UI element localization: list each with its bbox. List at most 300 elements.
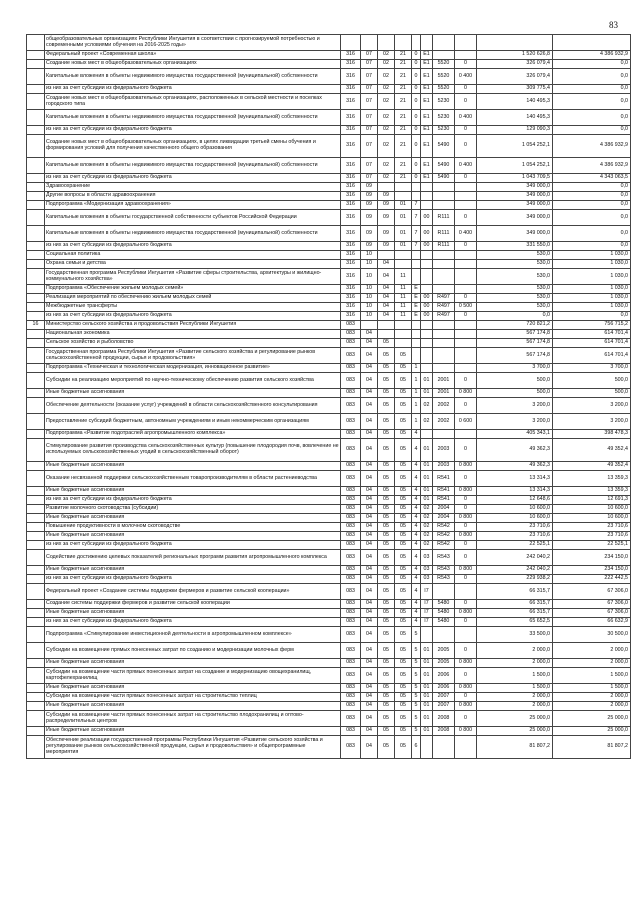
cell-name: Сельское хозяйство и рыболовство (45, 339, 341, 348)
table-row (27, 35, 631, 51)
cell-no (27, 269, 45, 285)
cell-vr: 0 400 (455, 69, 477, 85)
cell-r: 04 (361, 702, 378, 711)
cell-name: из них за счет субсидии из федерального бюджета (45, 496, 341, 505)
cell-vr: 0 800 (455, 659, 477, 668)
table-row (27, 321, 631, 330)
cell-p1: 11 (395, 285, 412, 294)
cell-b: 614 701,4 (553, 330, 631, 339)
cell-name: Иные бюджетные ассигнования (45, 389, 341, 398)
cell-p2: 4 (412, 550, 421, 566)
cell-r: 04 (361, 575, 378, 584)
cell-g: 083 (341, 550, 361, 566)
cell-s (378, 321, 395, 330)
cell-vr: 0 (455, 439, 477, 462)
cell-g: 083 (341, 430, 361, 439)
cell-vr (455, 183, 477, 192)
cell-p4: R543 (433, 550, 455, 566)
cell-p2: 5 (412, 727, 421, 736)
cell-p2: E (412, 285, 421, 294)
cell-p3: 00 (421, 294, 433, 303)
cell-a: 25 000,0 (477, 727, 553, 736)
cell-p4: 5520 (433, 69, 455, 85)
cell-r: 04 (361, 727, 378, 736)
cell-name: Государственная программа Республики Ингушетия «Развитие сферы строительства, архитектуры и жилищно-коммунального хозяйства» (45, 269, 341, 285)
cell-r: 07 (361, 51, 378, 60)
cell-vr: 0 (455, 85, 477, 94)
table-row (27, 684, 631, 693)
cell-p3: 02 (421, 505, 433, 514)
cell-g: 083 (341, 609, 361, 618)
cell-p1: 05 (395, 541, 412, 550)
cell-p4: 2007 (433, 702, 455, 711)
cell-vr: 0 (455, 693, 477, 702)
cell-b: 4 386 932,9 (553, 135, 631, 158)
cell-g: 083 (341, 541, 361, 550)
cell-p3 (421, 260, 433, 269)
cell-name: Иные бюджетные ассигнования (45, 566, 341, 575)
cell-no (27, 462, 45, 471)
cell-r: 04 (361, 389, 378, 398)
cell-p4: 5490 (433, 135, 455, 158)
table-row (27, 414, 631, 430)
cell-b: 0,0 (553, 192, 631, 201)
cell-p4: 2001 (433, 389, 455, 398)
cell-p4 (433, 285, 455, 294)
cell-r: 04 (361, 414, 378, 430)
cell-s: 02 (378, 51, 395, 60)
cell-s: 02 (378, 85, 395, 94)
cell-p4: 2002 (433, 398, 455, 414)
cell-a: 530,0 (477, 260, 553, 269)
cell-vr: 0 (455, 373, 477, 389)
cell-p1: 05 (395, 575, 412, 584)
cell-g: 316 (341, 183, 361, 192)
cell-name: Обеспечение реализации государственной программы Республики Ингушетия «Развитие сельского хозяйства и регулирование рынков сельскохозяйственной продукции, сырья и продовольствия» и общепрограммные мероприятия (45, 736, 341, 759)
cell-b: 49 352,4 (553, 462, 631, 471)
cell-s: 05 (378, 389, 395, 398)
cell-a: 66 315,7 (477, 609, 553, 618)
cell-p3: 01 (421, 389, 433, 398)
cell-s: 05 (378, 471, 395, 487)
cell-p4 (433, 348, 455, 364)
table-row (27, 541, 631, 550)
cell-p2: 4 (412, 523, 421, 532)
cell-g: 316 (341, 294, 361, 303)
cell-p3: 01 (421, 727, 433, 736)
cell-no (27, 532, 45, 541)
cell-s: 02 (378, 110, 395, 126)
cell-vr: 0 (455, 60, 477, 69)
table-row (27, 668, 631, 684)
cell-r: 07 (361, 60, 378, 69)
cell-g: 083 (341, 514, 361, 523)
cell-b: 1 030,0 (553, 294, 631, 303)
cell-vr: 0 800 (455, 609, 477, 618)
cell-name: Охрана семьи и детства (45, 260, 341, 269)
table-row (27, 135, 631, 158)
cell-name: Подпрограмма «Техническая и технологическая модернизация, инновационное развитие» (45, 364, 341, 373)
cell-g: 316 (341, 260, 361, 269)
cell-b: 67 306,0 (553, 609, 631, 618)
cell-p3 (421, 269, 433, 285)
cell-g: 083 (341, 462, 361, 471)
cell-b: 3 200,0 (553, 398, 631, 414)
cell-vr: 0 400 (455, 226, 477, 242)
cell-p1: 05 (395, 414, 412, 430)
cell-vr: 0 800 (455, 389, 477, 398)
cell-b: 2 000,0 (553, 702, 631, 711)
cell-no (27, 541, 45, 550)
table-row (27, 487, 631, 496)
cell-b: 3 200,0 (553, 414, 631, 430)
cell-p1: 11 (395, 294, 412, 303)
cell-a: 1 054 252,1 (477, 158, 553, 174)
cell-s: 05 (378, 339, 395, 348)
table-row (27, 618, 631, 627)
table-row (27, 183, 631, 192)
cell-p3 (421, 201, 433, 210)
cell-s: 05 (378, 487, 395, 496)
cell-vr: 0 800 (455, 532, 477, 541)
cell-p1: 05 (395, 711, 412, 727)
cell-g: 083 (341, 398, 361, 414)
cell-r: 09 (361, 201, 378, 210)
cell-g: 316 (341, 60, 361, 69)
cell-b: 4 343 063,5 (553, 174, 631, 183)
cell-b: 614 701,4 (553, 339, 631, 348)
cell-g: 083 (341, 584, 361, 600)
cell-g: 316 (341, 312, 361, 321)
cell-r: 04 (361, 339, 378, 348)
cell-p2: 0 (412, 60, 421, 69)
cell-a: 13 314,3 (477, 487, 553, 496)
cell-s: 02 (378, 126, 395, 135)
cell-r: 07 (361, 126, 378, 135)
cell-b: 234 150,0 (553, 550, 631, 566)
cell-p3: 01 (421, 471, 433, 487)
cell-r: 04 (361, 600, 378, 609)
cell-p2: 5 (412, 668, 421, 684)
cell-p3: E1 (421, 69, 433, 85)
cell-p3 (421, 348, 433, 364)
cell-p2 (412, 348, 421, 364)
cell-r: 09 (361, 210, 378, 226)
cell-b: 81 807,2 (553, 736, 631, 759)
cell-p2: 0 (412, 51, 421, 60)
cell-p1: 05 (395, 566, 412, 575)
cell-vr: 0 (455, 618, 477, 627)
cell-a: 23 710,6 (477, 532, 553, 541)
cell-b: 0,0 (553, 201, 631, 210)
cell-p3: E1 (421, 94, 433, 110)
cell-no: 16 (27, 321, 45, 330)
cell-g: 083 (341, 523, 361, 532)
cell-name: Подпрограмма «Обеспечение жильем молодых семей» (45, 285, 341, 294)
cell-name: Капитальные вложения в объекты недвижимого имущества государственной (муниципальной) собственности (45, 110, 341, 126)
cell-name: из них за счет субсидии из федерального бюджета (45, 126, 341, 135)
cell-g: 083 (341, 487, 361, 496)
cell-name: Федеральный проект «Создание системы поддержки фермеров и развитие сельской кооперации» (45, 584, 341, 600)
cell-p2: 5 (412, 627, 421, 643)
cell-g: 083 (341, 496, 361, 505)
cell-p1: 05 (395, 659, 412, 668)
table-row (27, 584, 631, 600)
cell-vr: 0 (455, 294, 477, 303)
cell-p1: 05 (395, 430, 412, 439)
cell-no (27, 51, 45, 60)
cell-g: 316 (341, 85, 361, 94)
cell-p3: I7 (421, 609, 433, 618)
cell-p3: 03 (421, 566, 433, 575)
cell-g: 316 (341, 69, 361, 85)
table-row (27, 727, 631, 736)
cell-g: 083 (341, 711, 361, 727)
cell-g: 316 (341, 158, 361, 174)
table-row (27, 711, 631, 727)
cell-p1: 01 (395, 226, 412, 242)
cell-r: 04 (361, 532, 378, 541)
cell-a: 1 500,0 (477, 668, 553, 684)
cell-p3: 02 (421, 523, 433, 532)
cell-a: 1 500,0 (477, 684, 553, 693)
cell-p2: 4 (412, 532, 421, 541)
cell-no (27, 201, 45, 210)
cell-p2: 4 (412, 618, 421, 627)
cell-g: 083 (341, 702, 361, 711)
cell-name: Иные бюджетные ассигнования (45, 684, 341, 693)
cell-a: 129 090,3 (477, 126, 553, 135)
cell-s: 04 (378, 294, 395, 303)
table-row (27, 736, 631, 759)
cell-p4: 2003 (433, 462, 455, 471)
cell-name: Создание новых мест в общеобразовательных организациях (45, 60, 341, 69)
cell-no (27, 575, 45, 584)
table-row (27, 523, 631, 532)
cell-name: Развитие молочного скотоводства (субсидии) (45, 505, 341, 514)
cell-p3: 00 (421, 312, 433, 321)
cell-no (27, 668, 45, 684)
table-row (27, 260, 631, 269)
cell-b: 0,0 (553, 226, 631, 242)
cell-vr (455, 35, 477, 51)
cell-p1 (395, 183, 412, 192)
cell-s: 09 (378, 226, 395, 242)
cell-no (27, 609, 45, 618)
cell-p3 (421, 330, 433, 339)
cell-name: Субсидии на реализацию мероприятий по научно-техническому обеспечению развития сельского хозяйства (45, 373, 341, 389)
cell-a: 66 315,7 (477, 600, 553, 609)
cell-no (27, 659, 45, 668)
cell-p3: 00 (421, 303, 433, 312)
cell-p1 (395, 330, 412, 339)
cell-name: Иные бюджетные ассигнования (45, 702, 341, 711)
cell-vr: 0 (455, 711, 477, 727)
cell-vr: 0 (455, 550, 477, 566)
cell-a: 0,0 (477, 312, 553, 321)
cell-r: 10 (361, 312, 378, 321)
cell-p1: 11 (395, 312, 412, 321)
cell-g: 083 (341, 505, 361, 514)
cell-p4 (433, 51, 455, 60)
table-row (27, 192, 631, 201)
cell-b: 398 478,3 (553, 430, 631, 439)
cell-g: 316 (341, 226, 361, 242)
cell-name: Государственная программа Республики Ингушетия «Развитие сельского хозяйства и регулирование рынков сельскохозяйственной продукции, сырья и продовольствия» (45, 348, 341, 364)
cell-p1: 05 (395, 364, 412, 373)
cell-s: 05 (378, 439, 395, 462)
cell-p4: R541 (433, 471, 455, 487)
cell-no (27, 439, 45, 462)
cell-p4: R542 (433, 523, 455, 532)
cell-s: 04 (378, 285, 395, 294)
cell-name: Капитальные вложения в объекты государственной собственности субъектов Российской Федерации (45, 210, 341, 226)
cell-p4: R541 (433, 487, 455, 496)
cell-name: из них за счет субсидии из федерального бюджета (45, 85, 341, 94)
cell-a: 349 000,0 (477, 192, 553, 201)
cell-s: 05 (378, 693, 395, 702)
cell-p1: 21 (395, 158, 412, 174)
cell-no (27, 135, 45, 158)
table-row (27, 174, 631, 183)
cell-a: 242 040,2 (477, 550, 553, 566)
cell-r: 04 (361, 541, 378, 550)
cell-a: 567 174,8 (477, 339, 553, 348)
cell-p3: 02 (421, 398, 433, 414)
cell-vr: 0 (455, 668, 477, 684)
cell-p3: 00 (421, 210, 433, 226)
cell-vr (455, 364, 477, 373)
cell-s: 05 (378, 514, 395, 523)
cell-p3: I7 (421, 618, 433, 627)
cell-b: 10 600,0 (553, 514, 631, 523)
cell-p2: 0 (412, 110, 421, 126)
cell-no (27, 260, 45, 269)
cell-p1: 05 (395, 727, 412, 736)
cell-b: 13 359,3 (553, 487, 631, 496)
cell-name: из них за счет субсидии из федерального бюджета (45, 174, 341, 183)
cell-s: 05 (378, 364, 395, 373)
cell-r: 10 (361, 303, 378, 312)
cell-b: 12 691,3 (553, 496, 631, 505)
cell-s: 02 (378, 69, 395, 85)
cell-vr (455, 627, 477, 643)
cell-vr: 0 (455, 496, 477, 505)
cell-g: 316 (341, 251, 361, 260)
cell-r: 10 (361, 294, 378, 303)
cell-p2: 0 (412, 174, 421, 183)
cell-p4: 5480 (433, 609, 455, 618)
cell-name: общеобразовательных организациях Республики Ингушетия в соответствии с прогнозируемой потребностью и современными условиями обучения на 2016-2025 годы» (45, 35, 341, 51)
cell-r: 09 (361, 226, 378, 242)
cell-r: 04 (361, 398, 378, 414)
cell-p1: 05 (395, 584, 412, 600)
cell-p1: 01 (395, 242, 412, 251)
table-row (27, 496, 631, 505)
cell-p1: 05 (395, 462, 412, 471)
cell-p3: 01 (421, 659, 433, 668)
cell-p4: R111 (433, 210, 455, 226)
cell-name: Национальная экономика (45, 330, 341, 339)
cell-b: 25 000,0 (553, 727, 631, 736)
cell-p3 (421, 364, 433, 373)
cell-no (27, 94, 45, 110)
cell-p2: 5 (412, 643, 421, 659)
cell-r: 04 (361, 373, 378, 389)
cell-vr: 0 (455, 505, 477, 514)
cell-vr (455, 192, 477, 201)
cell-b: 0,0 (553, 183, 631, 192)
cell-r: 04 (361, 668, 378, 684)
cell-p3: 03 (421, 550, 433, 566)
cell-a: 530,0 (477, 303, 553, 312)
cell-b: 4 386 932,9 (553, 51, 631, 60)
cell-a: 140 495,3 (477, 110, 553, 126)
cell-name: Субсидии на возмещение части прямых понесенных затрат на создание и модернизацию овощехранилищ, картофелехранилищ (45, 668, 341, 684)
cell-no (27, 303, 45, 312)
cell-g: 316 (341, 285, 361, 294)
cell-b: 0,0 (553, 110, 631, 126)
cell-p4: 2005 (433, 659, 455, 668)
cell-p2: 5 (412, 702, 421, 711)
cell-g: 083 (341, 600, 361, 609)
cell-p1: 05 (395, 389, 412, 398)
cell-name: Иные бюджетные ассигнования (45, 532, 341, 541)
cell-p2: 4 (412, 496, 421, 505)
table-row (27, 226, 631, 242)
cell-p3: 01 (421, 373, 433, 389)
cell-vr: 0 (455, 242, 477, 251)
budget-table (26, 34, 631, 759)
cell-p1: 05 (395, 550, 412, 566)
cell-s: 05 (378, 414, 395, 430)
cell-p1 (395, 321, 412, 330)
cell-p2: 5 (412, 711, 421, 727)
cell-b: 0,0 (553, 126, 631, 135)
cell-vr (455, 339, 477, 348)
cell-r: 04 (361, 348, 378, 364)
cell-p1: 05 (395, 487, 412, 496)
cell-p1: 21 (395, 174, 412, 183)
cell-r: 04 (361, 566, 378, 575)
cell-b: 0,0 (553, 85, 631, 94)
cell-a: 530,0 (477, 251, 553, 260)
cell-g: 316 (341, 201, 361, 210)
cell-p1: 05 (395, 693, 412, 702)
cell-b: 49 352,4 (553, 439, 631, 462)
cell-s: 04 (378, 312, 395, 321)
cell-g: 083 (341, 643, 361, 659)
cell-b: 23 710,6 (553, 532, 631, 541)
table-row (27, 251, 631, 260)
cell-name: Предоставление субсидий бюджетным, автономным учреждениям и иным некоммерческим организациям (45, 414, 341, 430)
cell-p3: 01 (421, 702, 433, 711)
cell-p4: 2006 (433, 668, 455, 684)
cell-b: 1 500,0 (553, 684, 631, 693)
cell-p1: 05 (395, 532, 412, 541)
cell-p2: 7 (412, 201, 421, 210)
table-row (27, 702, 631, 711)
cell-p2: 0 (412, 94, 421, 110)
cell-name: Подпрограмма «Модернизация здравоохранения» (45, 201, 341, 210)
cell-g: 083 (341, 348, 361, 364)
cell-name: Создание новых мест в общеобразовательных организациях, в целях ликвидации третьей смены обучения и формирования условий для получения качественного общего образования (45, 135, 341, 158)
table-row (27, 471, 631, 487)
cell-p2: 4 (412, 471, 421, 487)
cell-no (27, 35, 45, 51)
cell-p1 (395, 339, 412, 348)
cell-p2: E (412, 312, 421, 321)
